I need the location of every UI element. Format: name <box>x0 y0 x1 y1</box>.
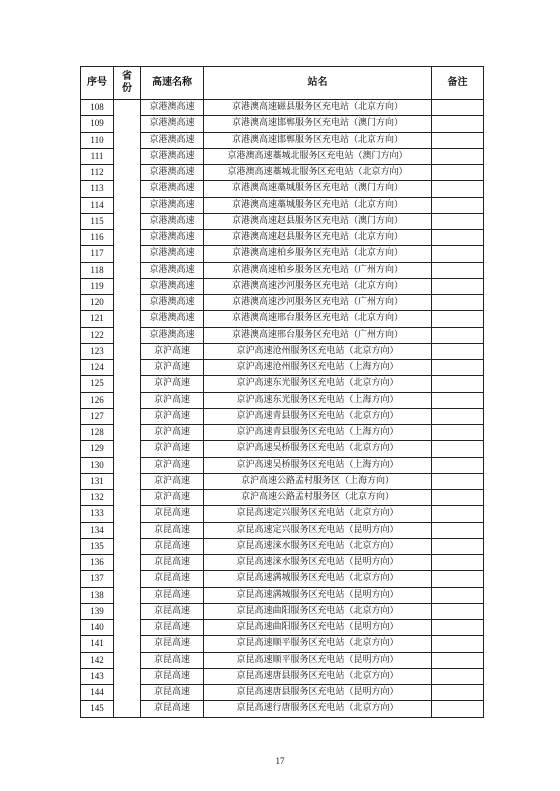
cell-remark <box>432 246 484 262</box>
cell-remark <box>432 360 484 376</box>
cell-serial-number: 115 <box>81 213 114 229</box>
table-row <box>81 116 484 132</box>
cell-station-name: 京沪高速沧州服务区充电站（北京方向） <box>204 343 432 359</box>
cell-station-name: 京港澳高速邢台服务区充电站（广州方向） <box>204 327 432 343</box>
cell-station-name: 京港澳高速赵县服务区充电站（澳门方向） <box>204 213 432 229</box>
cell-serial-number: 119 <box>81 278 114 294</box>
cell-highway-name: 京沪高速 <box>141 343 204 359</box>
cell-highway-name: 京昆高速 <box>141 571 204 587</box>
cell-station-name: 京港澳高速邯郸服务区充电站（澳门方向） <box>204 116 432 132</box>
cell-remark <box>432 620 484 636</box>
cell-serial-number: 139 <box>81 603 114 619</box>
cell-remark <box>432 343 484 359</box>
cell-serial-number: 123 <box>81 343 114 359</box>
table-row <box>81 701 484 717</box>
cell-highway-name: 京沪高速 <box>141 376 204 392</box>
cell-station-name: 京昆高速唐县服务区充电站（昆明方向） <box>204 685 432 701</box>
table-row <box>81 603 484 619</box>
cell-serial-number: 133 <box>81 506 114 522</box>
cell-highway-name: 京沪高速 <box>141 441 204 457</box>
cell-highway-name: 京港澳高速 <box>141 262 204 278</box>
cell-serial-number: 131 <box>81 473 114 489</box>
cell-remark <box>432 425 484 441</box>
cell-highway-name: 京港澳高速 <box>141 132 204 148</box>
table-row <box>81 636 484 652</box>
cell-remark <box>432 473 484 489</box>
cell-highway-name: 京沪高速 <box>141 457 204 473</box>
table-row <box>81 343 484 359</box>
cell-station-name: 京昆高速行唐服务区充电站（北京方向） <box>204 701 432 717</box>
table-row <box>81 181 484 197</box>
table-row <box>81 457 484 473</box>
cell-remark <box>432 181 484 197</box>
cell-station-name: 京昆高速涞水服务区充电站（北京方向） <box>204 538 432 554</box>
header-serial-number: 序号 <box>81 67 114 100</box>
cell-serial-number: 142 <box>81 652 114 668</box>
cell-serial-number: 141 <box>81 636 114 652</box>
cell-remark <box>432 636 484 652</box>
cell-remark <box>432 506 484 522</box>
header-station-name: 站名 <box>204 67 432 100</box>
cell-highway-name: 京港澳高速 <box>141 148 204 164</box>
cell-serial-number: 108 <box>81 100 114 116</box>
cell-remark <box>432 165 484 181</box>
cell-station-name: 京沪高速公路孟村服务区（上海方向） <box>204 473 432 489</box>
cell-station-name: 京港澳高速磁县服务区充电站（北京方向） <box>204 100 432 116</box>
cell-highway-name: 京港澳高速 <box>141 311 204 327</box>
cell-remark <box>432 392 484 408</box>
cell-station-name: 京昆高速满城服务区充电站（北京方向） <box>204 571 432 587</box>
cell-station-name: 京昆高速顺平服务区充电站（北京方向） <box>204 636 432 652</box>
cell-remark <box>432 295 484 311</box>
table-row <box>81 327 484 343</box>
cell-highway-name: 京沪高速 <box>141 425 204 441</box>
cell-serial-number: 114 <box>81 197 114 213</box>
cell-station-name: 京昆高速曲阳服务区充电站（北京方向） <box>204 603 432 619</box>
table-row <box>81 506 484 522</box>
cell-remark <box>432 408 484 424</box>
cell-serial-number: 116 <box>81 230 114 246</box>
cell-remark <box>432 652 484 668</box>
cell-serial-number: 143 <box>81 668 114 684</box>
table-body <box>81 100 484 718</box>
cell-remark <box>432 376 484 392</box>
page-number: 17 <box>275 756 285 766</box>
cell-station-name: 京港澳高速邯郸服务区充电站（北京方向） <box>204 132 432 148</box>
charging-station-table <box>80 66 484 718</box>
cell-station-name: 京昆高速定兴服务区充电站（北京方向） <box>204 506 432 522</box>
cell-station-name: 京沪高速东光服务区充电站（上海方向） <box>204 392 432 408</box>
table-row <box>81 100 484 116</box>
table-row <box>81 311 484 327</box>
cell-serial-number: 124 <box>81 360 114 376</box>
cell-remark <box>432 278 484 294</box>
cell-station-name: 京港澳高速沙河服务区充电站（北京方向） <box>204 278 432 294</box>
cell-highway-name: 京沪高速 <box>141 392 204 408</box>
cell-serial-number: 118 <box>81 262 114 278</box>
table-row <box>81 213 484 229</box>
cell-serial-number: 121 <box>81 311 114 327</box>
cell-serial-number: 109 <box>81 116 114 132</box>
cell-serial-number: 117 <box>81 246 114 262</box>
cell-serial-number: 137 <box>81 571 114 587</box>
cell-station-name: 京昆高速满城服务区充电站（昆明方向） <box>204 587 432 603</box>
cell-station-name: 京昆高速曲阳服务区充电站（昆明方向） <box>204 620 432 636</box>
table-row <box>81 392 484 408</box>
cell-highway-name: 京昆高速 <box>141 538 204 554</box>
table-row <box>81 522 484 538</box>
cell-highway-name: 京昆高速 <box>141 701 204 717</box>
cell-remark <box>432 116 484 132</box>
cell-highway-name: 京昆高速 <box>141 506 204 522</box>
cell-remark <box>432 213 484 229</box>
cell-remark <box>432 522 484 538</box>
cell-highway-name: 京昆高速 <box>141 620 204 636</box>
cell-serial-number: 145 <box>81 701 114 717</box>
cell-serial-number: 113 <box>81 181 114 197</box>
cell-station-name: 京沪高速吴桥服务区充电站（北京方向） <box>204 441 432 457</box>
cell-serial-number: 136 <box>81 555 114 571</box>
header-remark: 备注 <box>432 67 484 100</box>
table-row <box>81 148 484 164</box>
cell-serial-number: 144 <box>81 685 114 701</box>
table-row <box>81 538 484 554</box>
cell-station-name: 京沪高速沧州服务区充电站（上海方向） <box>204 360 432 376</box>
cell-highway-name: 京港澳高速 <box>141 230 204 246</box>
cell-serial-number: 126 <box>81 392 114 408</box>
cell-highway-name: 京昆高速 <box>141 668 204 684</box>
table-row <box>81 278 484 294</box>
cell-station-name: 京港澳高速沙河服务区充电站（广州方向） <box>204 295 432 311</box>
cell-serial-number: 125 <box>81 376 114 392</box>
header-province-label: 省份 <box>122 71 132 94</box>
cell-remark <box>432 197 484 213</box>
table-row <box>81 652 484 668</box>
table-row <box>81 262 484 278</box>
cell-station-name: 京沪高速东光服务区充电站（北京方向） <box>204 376 432 392</box>
cell-remark <box>432 100 484 116</box>
cell-serial-number: 128 <box>81 425 114 441</box>
cell-remark <box>432 327 484 343</box>
cell-remark <box>432 668 484 684</box>
cell-station-name: 京昆高速定兴服务区充电站（昆明方向） <box>204 522 432 538</box>
cell-serial-number: 132 <box>81 490 114 506</box>
cell-serial-number: 127 <box>81 408 114 424</box>
table-row <box>81 425 484 441</box>
cell-serial-number: 112 <box>81 165 114 181</box>
table-row <box>81 408 484 424</box>
cell-highway-name: 京港澳高速 <box>141 213 204 229</box>
table-row <box>81 246 484 262</box>
table-row <box>81 668 484 684</box>
cell-highway-name: 京港澳高速 <box>141 327 204 343</box>
cell-highway-name: 京港澳高速 <box>141 278 204 294</box>
table-row <box>81 620 484 636</box>
cell-station-name: 京昆高速唐县服务区充电站（北京方向） <box>204 668 432 684</box>
cell-highway-name: 京昆高速 <box>141 522 204 538</box>
cell-province-merged <box>114 100 141 718</box>
cell-station-name: 京沪高速青县服务区充电站（上海方向） <box>204 425 432 441</box>
table-row <box>81 490 484 506</box>
cell-serial-number: 110 <box>81 132 114 148</box>
table-row <box>81 571 484 587</box>
cell-highway-name: 京沪高速 <box>141 473 204 489</box>
cell-remark <box>432 538 484 554</box>
cell-serial-number: 138 <box>81 587 114 603</box>
table-row <box>81 230 484 246</box>
cell-station-name: 京港澳高速藁城服务区充电站（北京方向） <box>204 197 432 213</box>
cell-highway-name: 京昆高速 <box>141 587 204 603</box>
cell-highway-name: 京港澳高速 <box>141 246 204 262</box>
cell-highway-name: 京港澳高速 <box>141 181 204 197</box>
table-row <box>81 376 484 392</box>
table-row <box>81 587 484 603</box>
table-row <box>81 441 484 457</box>
header-province <box>114 67 141 100</box>
cell-remark <box>432 148 484 164</box>
cell-highway-name: 京昆高速 <box>141 636 204 652</box>
cell-remark <box>432 230 484 246</box>
cell-station-name: 京港澳高速藁城服务区充电站（澳门方向） <box>204 181 432 197</box>
cell-highway-name: 京昆高速 <box>141 652 204 668</box>
cell-station-name: 京昆高速顺平服务区充电站（昆明方向） <box>204 652 432 668</box>
cell-highway-name: 京昆高速 <box>141 685 204 701</box>
table-row <box>81 685 484 701</box>
cell-highway-name: 京港澳高速 <box>141 197 204 213</box>
table-row <box>81 132 484 148</box>
cell-serial-number: 140 <box>81 620 114 636</box>
cell-serial-number: 122 <box>81 327 114 343</box>
table-row <box>81 295 484 311</box>
cell-station-name: 京港澳高速柏乡服务区充电站（广州方向） <box>204 262 432 278</box>
cell-remark <box>432 490 484 506</box>
table-row <box>81 473 484 489</box>
cell-remark <box>432 603 484 619</box>
cell-highway-name: 京港澳高速 <box>141 165 204 181</box>
cell-highway-name: 京沪高速 <box>141 490 204 506</box>
cell-station-name: 京港澳高速藁城北服务区充电站（北京方向） <box>204 165 432 181</box>
cell-highway-name: 京港澳高速 <box>141 116 204 132</box>
cell-station-name: 京昆高速涞水服务区充电站（昆明方向） <box>204 555 432 571</box>
cell-highway-name: 京沪高速 <box>141 408 204 424</box>
cell-serial-number: 111 <box>81 148 114 164</box>
cell-remark <box>432 587 484 603</box>
cell-station-name: 京沪高速公路孟村服务区（北京方向） <box>204 490 432 506</box>
cell-highway-name: 京昆高速 <box>141 555 204 571</box>
table-row <box>81 165 484 181</box>
cell-remark <box>432 571 484 587</box>
table-row <box>81 360 484 376</box>
cell-serial-number: 130 <box>81 457 114 473</box>
cell-highway-name: 京昆高速 <box>141 603 204 619</box>
cell-remark <box>432 555 484 571</box>
cell-station-name: 京沪高速吴桥服务区充电站（上海方向） <box>204 457 432 473</box>
cell-station-name: 京沪高速青县服务区充电站（北京方向） <box>204 408 432 424</box>
cell-remark <box>432 701 484 717</box>
table-row <box>81 197 484 213</box>
cell-serial-number: 129 <box>81 441 114 457</box>
cell-remark <box>432 262 484 278</box>
cell-serial-number: 120 <box>81 295 114 311</box>
cell-serial-number: 134 <box>81 522 114 538</box>
cell-station-name: 京港澳高速邢台服务区充电站（北京方向） <box>204 311 432 327</box>
cell-remark <box>432 441 484 457</box>
table-header-row <box>81 67 484 100</box>
cell-remark <box>432 457 484 473</box>
cell-remark <box>432 685 484 701</box>
cell-highway-name: 京沪高速 <box>141 360 204 376</box>
cell-station-name: 京港澳高速柏乡服务区充电站（北京方向） <box>204 246 432 262</box>
cell-highway-name: 京港澳高速 <box>141 100 204 116</box>
cell-highway-name: 京港澳高速 <box>141 295 204 311</box>
cell-station-name: 京港澳高速赵县服务区充电站（北京方向） <box>204 230 432 246</box>
cell-remark <box>432 311 484 327</box>
cell-remark <box>432 132 484 148</box>
cell-station-name: 京港澳高速藁城北服务区充电站（澳门方向） <box>204 148 432 164</box>
cell-serial-number: 135 <box>81 538 114 554</box>
table-row <box>81 555 484 571</box>
header-highway-name: 高速名称 <box>141 67 204 100</box>
